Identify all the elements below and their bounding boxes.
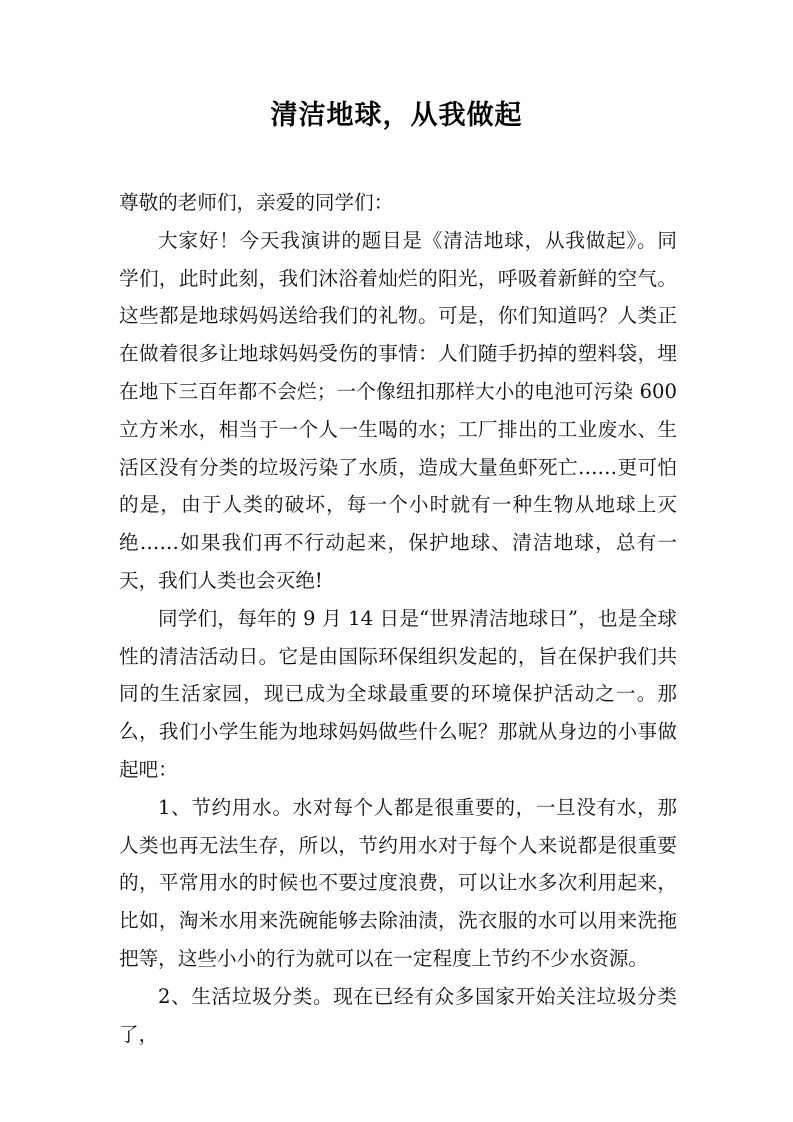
paragraph-save-water: 1、节约用水。水对每个人都是很重要的，一旦没有水，那人类也再无法生存，所以，节约用水对于每个人来说都是很重要的，平常用水的时候也不要过度浪费，可以让水多次利用起来，比如，淘米水用来洗碗能够去除油渍，洗衣服的水可以用来洗拖把等，这些小小的行为就可以在一定程度上节约不少水资源。 (119, 795, 677, 970)
paragraph-clean-earth-day: 同学们，每年的 9 月 14 日是“世界清洁地球日”，也是全球性的清洁活动日。它是由国际环保组织发起的，旨在保护我们共同的生活家园，现已成为全球最重要的环境保护活动之一。那么，我们小学生能为地球妈妈做些什么呢？那就从身边的小事做起吧： (119, 606, 677, 781)
salutation: 尊敬的老师们，亲爱的同学们： (119, 191, 394, 214)
paragraph-intro: 大家好！今天我演讲的题目是《清洁地球，从我做起》。同学们，此时此刻，我们沐浴着灿烂的阳光，呼吸着新鲜的空气。这些都是地球妈妈送给我们的礼物。可是，你们知道吗？人类正在做着很多让地球妈妈受伤的事情：人们随手扔掉的塑料袋，埋在地下三百年都不会烂；一个像纽扣那样大小的电池可污染 600 立方米水，相当于一个人一生喝的水；工厂排出的工业废水、生活区没有分类的垃圾污染了水质，造成大量鱼虾死亡……更可怕的是，由于人类的破坏，每一个小时就有一种生物从地球上灭绝……如果我们再不行动起来，保护地球、清洁地球，总有一天，我们人类也会灭绝! (119, 228, 677, 592)
paragraph-garbage-sorting: 2、生活垃圾分类。现在已经有众多国家开始关注垃圾分类了， (119, 984, 677, 1046)
document-body (119, 184, 677, 1053)
document-title: 清洁地球，从我做起 (270, 100, 523, 131)
